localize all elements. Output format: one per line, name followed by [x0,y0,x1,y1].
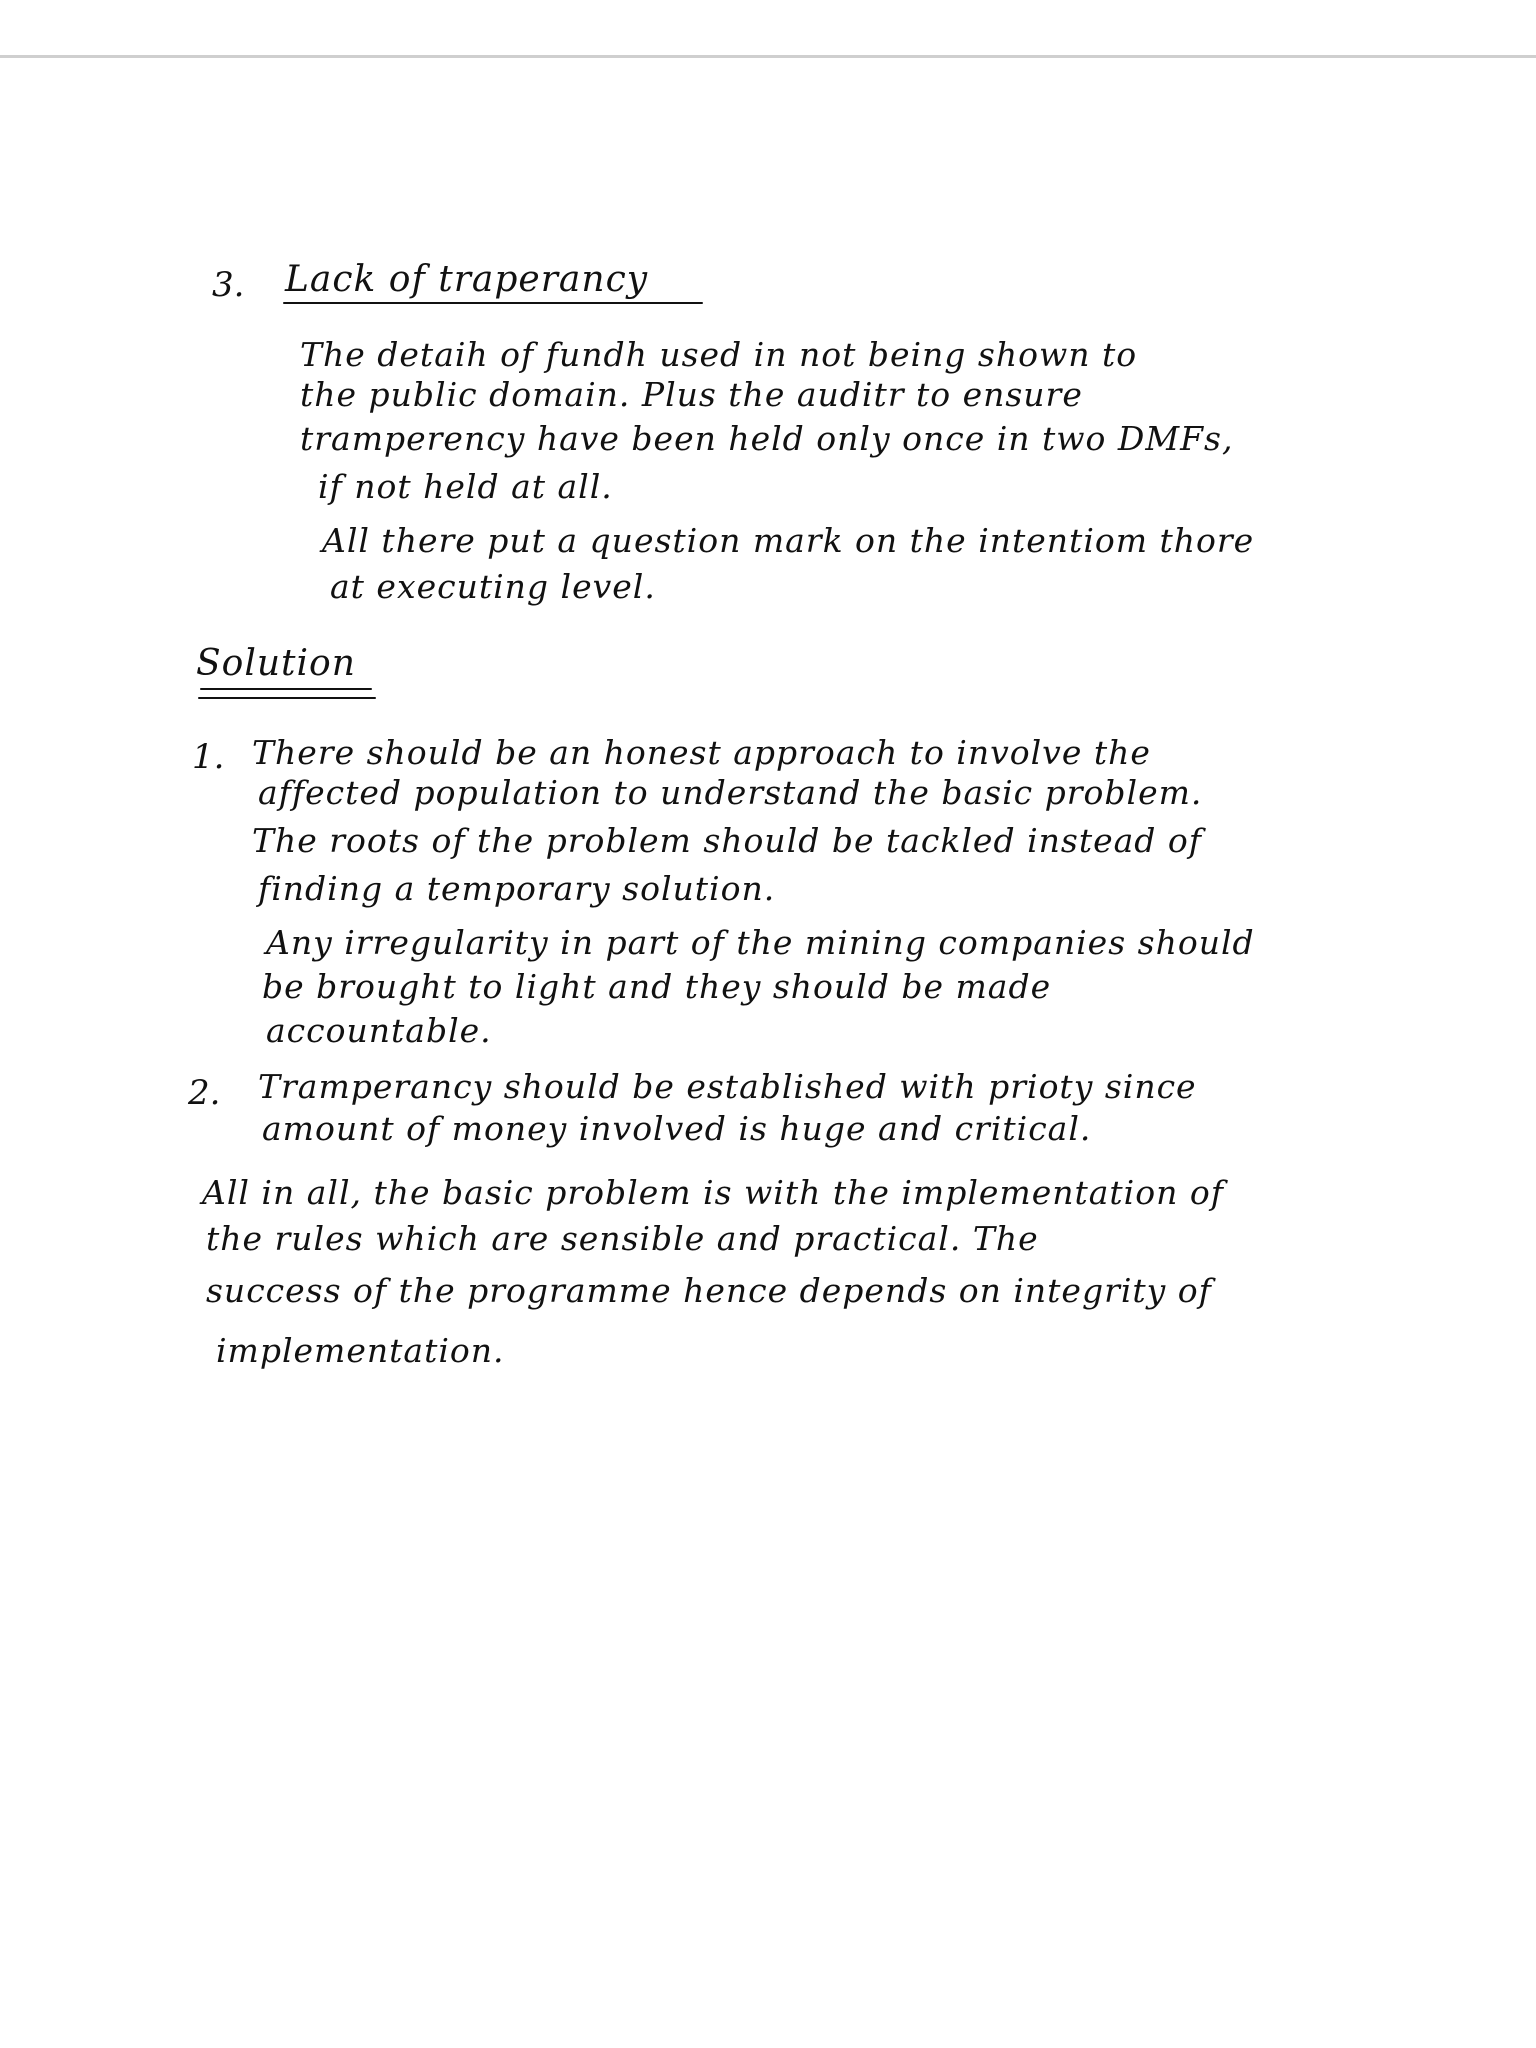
solution-heading-underline-top [200,688,372,690]
solution-item1-line-2: affected population to understand the basic problem. [258,773,1203,812]
section3-para2-line-1: All there put a question mark on the intentiom thore [322,521,1255,560]
solution-item1-line-4: finding a temporary solution. [258,869,776,908]
solution-item2-line-1: Tramperancy should be established with prioty since [258,1067,1197,1106]
solution-item1-line-3: The roots of the problem should be tackled instead of [252,821,1202,860]
section3-line-2: the public domain. Plus the auditr to ensure [300,375,1083,414]
solution-item1-line-1: There should be an honest approach to involve the [252,733,1151,772]
conclusion-line-2: the rules which are sensible and practical. The [206,1219,1039,1258]
solution-item2-line-2: amount of money involved is huge and critical. [262,1109,1092,1148]
section3-line-1: The detaih of fundh used in not being shown to [300,335,1138,374]
solution-item1-para2-line-3: accountable. [266,1011,492,1050]
section3-para2-line-2: at executing level. [330,567,656,606]
conclusion-line-4: implementation. [216,1331,505,1370]
section3-number: 3. [212,265,245,305]
solution-item1-marker: 1. [192,737,225,777]
solution-item2-marker: 2. [188,1073,221,1113]
conclusion-line-1: All in all, the basic problem is with the implementation of [202,1173,1224,1212]
section3-heading: Lack of traperancy [285,259,649,300]
section3-heading-underline [283,302,703,304]
solution-heading-underline-bottom [198,697,376,699]
section3-line-3: tramperency have been held only once in two DMFs, [300,419,1234,458]
solution-item1-para2-line-2: be brought to light and they should be made [262,967,1052,1006]
solution-heading: Solution [196,643,356,684]
section3-line-4: if not held at all. [318,467,613,506]
solution-item1-para2-line-1: Any irregularity in part of the mining companies should [266,923,1255,962]
conclusion-line-3: success of the programme hence depends on integrity of [206,1271,1212,1310]
